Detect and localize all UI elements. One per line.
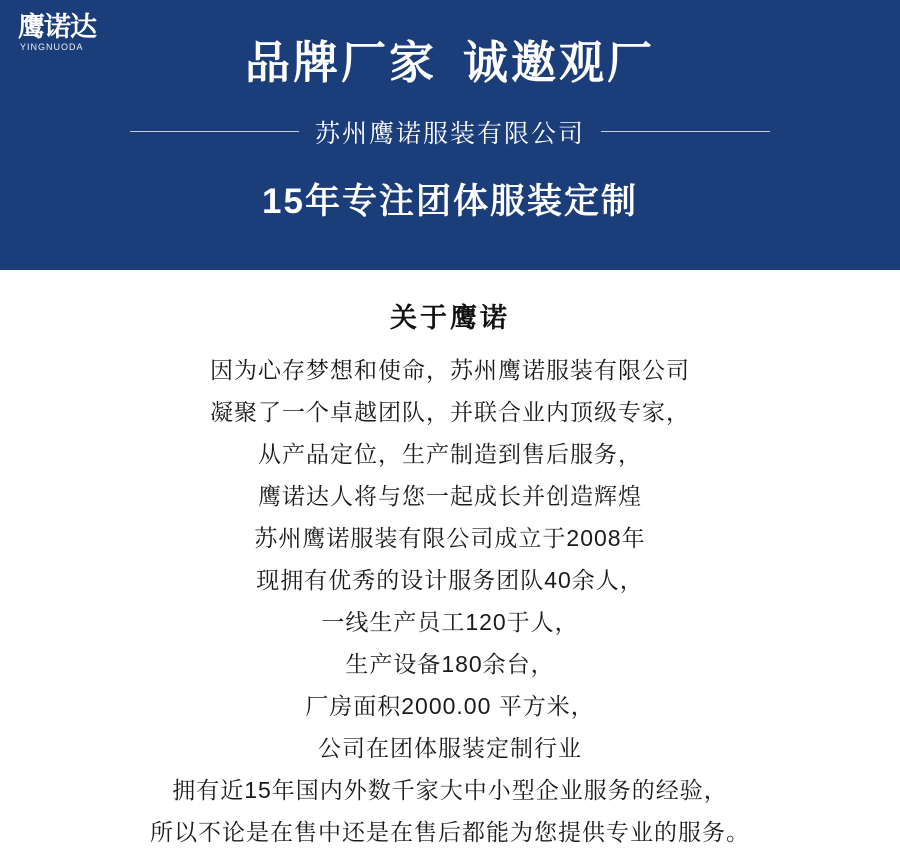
about-line: 鹰诺达人将与您一起成长并创造辉煌 bbox=[258, 483, 642, 509]
about-line: 因为心存梦想和使命，苏州鹰诺服装有限公司 bbox=[210, 357, 690, 383]
about-line: 现拥有优秀的设计服务团队40余人， bbox=[256, 567, 644, 593]
brand-logo-text: 鹰诺达 bbox=[18, 12, 96, 42]
company-name: 苏州鹰诺服装有限公司 bbox=[315, 119, 586, 148]
about-line: 凝聚了一个卓越团队，并联合业内顶级专家， bbox=[210, 399, 690, 425]
about-line: 生产设备180余台， bbox=[345, 651, 555, 677]
about-paragraph bbox=[0, 349, 900, 853]
about-section bbox=[0, 270, 900, 853]
about-line: 苏州鹰诺服装有限公司成立于2008年 bbox=[254, 525, 646, 551]
hero-banner bbox=[0, 0, 900, 270]
company-name-row bbox=[130, 114, 770, 150]
banner-slogan: 15年专注团体服装定制 bbox=[262, 181, 638, 221]
about-line: 厂房面积2000.00 平方米， bbox=[305, 693, 595, 719]
rule-right bbox=[601, 131, 770, 132]
about-line: 所以不论是在售中还是在售后都能为您提供专业的服务。 bbox=[150, 819, 750, 845]
rule-left bbox=[130, 131, 299, 132]
about-line: 公司在团体服装定制行业 bbox=[318, 735, 582, 761]
banner-title-left: 品牌厂家 bbox=[244, 37, 437, 88]
banner-title bbox=[245, 38, 655, 88]
about-line: 拥有近15年国内外数千家大中小型企业服务的经验， bbox=[172, 777, 728, 803]
brand-logo-subtext: YINGNUODA bbox=[20, 42, 84, 52]
banner-content bbox=[0, 0, 900, 270]
about-line: 从产品定位，生产制造到售后服务， bbox=[258, 441, 642, 467]
about-line: 一线生产员工120于人， bbox=[321, 609, 579, 635]
banner-title-right: 诚邀观厂 bbox=[463, 37, 656, 88]
about-heading: 关于鹰诺 bbox=[390, 303, 510, 333]
